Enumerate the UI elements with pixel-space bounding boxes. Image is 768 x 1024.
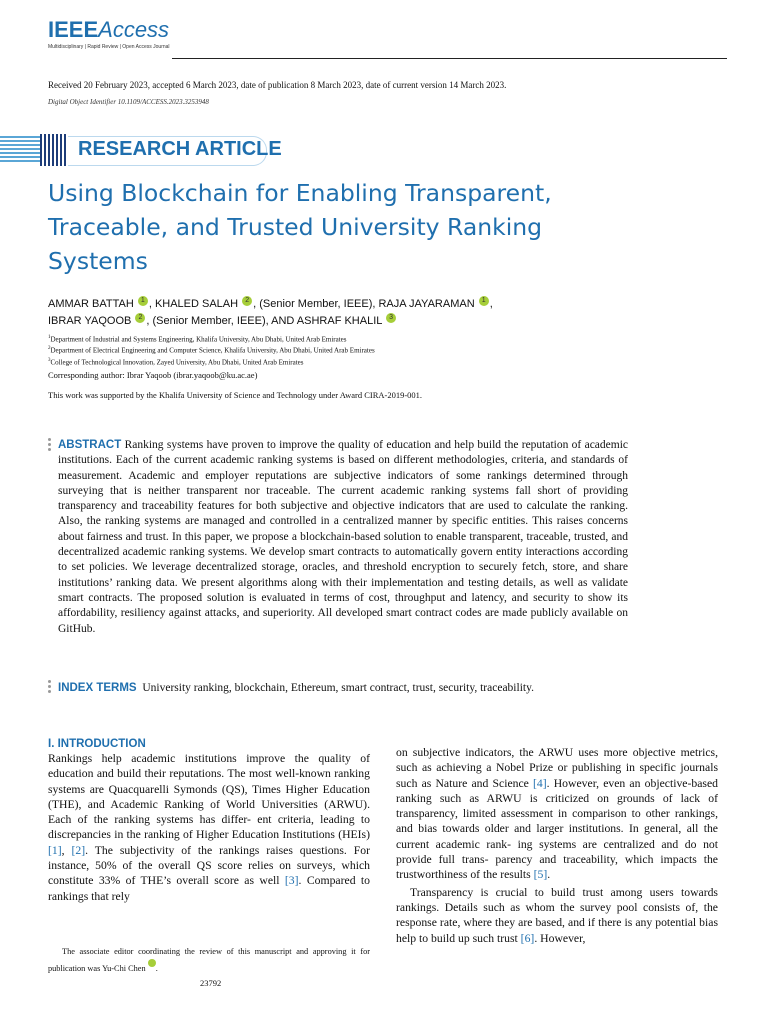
citation-link[interactable]: [5]: [533, 868, 548, 882]
citation-link[interactable]: [2]: [71, 843, 86, 857]
affiliation: $^2$Department of Electrical Engineering and Computer Science, Khalifa University, Abu Dhabi, United Arab Emirates: [48, 346, 375, 355]
author-name: , KHALED SALAH: [148, 298, 239, 310]
index-terms-marker: [48, 680, 51, 695]
citation-link[interactable]: [1]: [48, 843, 62, 857]
abstract-text: Ranking systems have proven to improve the quality of education and help build the reputation of academic institutions. Each of the current academic ranking systems is based on different methodologies, criteria, and standards of measurement. Academic and employer reputations are subjective indicators of some rankings determined through surveying that is neither transparent nor traceable. The current academic ranking systems fall short of providing transparency and traceability features for both subjective and objective indicators that are used to calculate the ranking. Also, the ranking systems are managed and controlled in a centralized manner by specific entities. This raises concerns about fairness and trust. In this paper, we propose a blockchain-based solution to enable transparent, traceable, trusted, and decentralized academic ranking systems. We develop smart contracts to automatically govern entity interactions according to set policies. We leverage decentralized storage, oracles, and threshold encryption to securely fetch, store, and share institutions’ ranking data. We present algorithms along with their implementation and testing details, as well as validate smart contracts. The proposed solution is evaluated in terms of cost, throughput and latency, and security to show its affordability, resiliency against attacks, and superiority. All developed smart contract codes are made publicly available on GitHub.: [58, 439, 628, 635]
author-line-2: [48, 313, 698, 330]
editor-footnote: The associate editor coordinating the review of this manuscript and approving it for publication was Yu-Chi Chen .: [48, 947, 370, 973]
author-list: [48, 296, 698, 330]
orcid-icon[interactable]: 2: [135, 313, 145, 323]
banner-label: RESEARCH ARTICLE: [78, 138, 282, 160]
orcid-icon[interactable]: [148, 959, 156, 967]
orcid-icon[interactable]: 1: [138, 296, 148, 306]
author-name: AMMAR BATTAH: [48, 298, 134, 310]
index-terms-label: INDEX TERMS: [58, 682, 137, 694]
author-note: , (Senior Member, IEEE), AND ASHRAF KHALIL: [146, 315, 382, 327]
body-column-left: [48, 738, 370, 904]
index-terms-text: University ranking, blockchain, Ethereum, smart contract, trust, security, traceability.: [142, 682, 534, 694]
intro-paragraph-2: on subjective indicators, the ARWU uses more objective metrics, such as achieving a Nobel Prize or publishing in specific journals such as Nature and Science [4]. However, even an objective-based ranking such as ARWU is criticized on grounds of lack of transparency, limited assessment in comparison to other rankings, and bias towards older and larger institutions. In general, all the current academic rank- ing systems are centralized and do not provide full trans- parency and traceability, which impacts the trustworthiness of the results [5].: [396, 746, 718, 882]
banner-bars: [40, 134, 66, 166]
citation-link[interactable]: [3]: [284, 874, 299, 888]
received-dates: Received 20 February 2023, accepted 6 March 2023, date of publication 8 March 2023, date of current version 14 March 2023.: [48, 80, 507, 90]
abstract-label: ABSTRACT: [58, 439, 122, 451]
corresponding-author: Corresponding author: Ibrar Yaqoob (ibrar.yaqoob@ku.ac.ae): [48, 370, 258, 380]
intro-paragraph-1: Rankings help academic institutions improve the quality of education and build their reputations. The most well-known ranking systems are Quacquarelli Symonds (QS), Times Higher Education (THE), and Academic Ranking of World Universities (ARWU). Each of the ranking systems has differ- ent criteria, leading to discrepancies in the ranking of Higher Education Institutions (HEIs) [1], [2]. The subjectivity of the rankings raises questions. For instance, 50% of the overall QS score relies on surveys, which constitute 33% of THE’s overall score as well [3]. Compared to rankings that rely: [48, 752, 371, 903]
orcid-icon[interactable]: 2: [242, 296, 252, 306]
masthead-divider: [172, 58, 727, 59]
citation-link[interactable]: [6]: [520, 931, 535, 945]
research-article-banner: [0, 132, 282, 168]
affiliation: $^3$College of Technological Innovation, Zayed University, Abu Dhabi, United Arab Emirates: [48, 357, 304, 366]
intro-paragraph-3: Transparency is crucial to build trust among users towards rankings. Details such as whom the survey pool consists of, the response rate, where they are based, and if there is any potential bias help to build up such trust [6]. However,: [396, 885, 718, 945]
abstract: [58, 438, 628, 637]
section-heading: I. INTRODUCTION: [48, 738, 146, 750]
journal-tagline: Multidisciplinary | Rapid Review | Open Access Journal: [48, 44, 170, 50]
author-note: , (Senior Member, IEEE), RAJA JAYARAMAN: [253, 298, 475, 310]
journal-logo: IEEEAccess: [48, 17, 170, 42]
index-terms: [58, 682, 678, 694]
author-name: IBRAR YAQOOB: [48, 315, 132, 327]
abstract-marker: [48, 438, 51, 453]
doi: Digital Object Identifier 10.1109/ACCESS.2023.3253948: [48, 98, 209, 106]
paper-title: Using Blockchain for Enabling Transparent, Traceable, and Trusted University Ranking Systems: [48, 179, 552, 275]
author-line-1: AMMAR BATTAH 1 , KHALED SALAH 2 , (Senior Member, IEEE), RAJA JAYARAMAN 1 ,: [48, 297, 493, 310]
orcid-icon[interactable]: 1: [479, 296, 489, 306]
journal-masthead: [48, 18, 178, 58]
page-number: 23792: [200, 978, 222, 988]
citation-link[interactable]: [4]: [533, 776, 547, 790]
affiliations: [48, 333, 375, 367]
orcid-icon[interactable]: 3: [386, 313, 396, 323]
funding-note: This work was supported by the Khalifa University of Science and Technology under Award CIRA-2019-001.: [48, 390, 423, 400]
affiliation: $^1$Department of Industrial and Systems Engineering, Khalifa University, Abu Dhabi, United Arab Emirates: [48, 335, 347, 344]
body-column-right: [396, 745, 718, 946]
